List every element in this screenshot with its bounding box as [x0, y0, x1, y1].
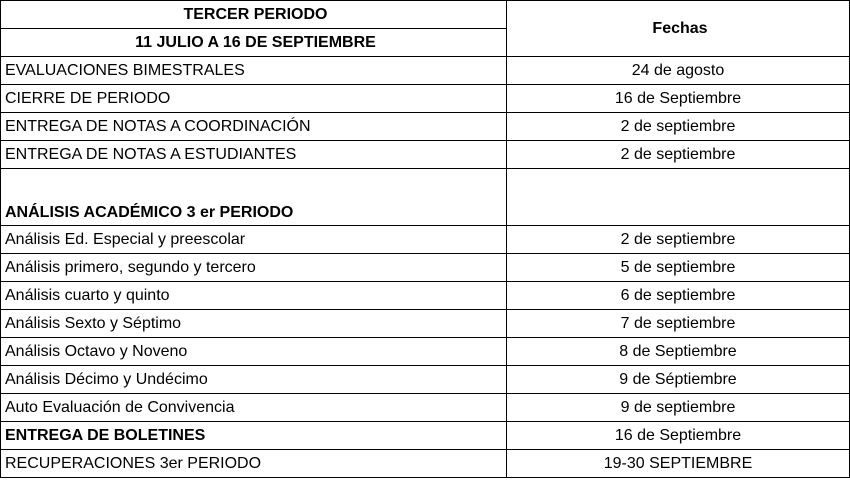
activity-cell: Auto Evaluación de Convivencia [1, 394, 507, 422]
table-row [1, 113, 850, 141]
activity-cell: Análisis cuarto y quinto [1, 282, 507, 310]
activity-cell: ENTREGA DE NOTAS A ESTUDIANTES [1, 141, 507, 169]
date-cell: 9 de septiembre [507, 394, 850, 422]
table-row [1, 450, 850, 478]
date-cell: 5 de septiembre [507, 254, 850, 282]
date-cell-empty [507, 169, 850, 226]
date-cell: 2 de septiembre [507, 141, 850, 169]
period-date-range: 11 JULIO A 16 DE SEPTIEMBRE [1, 29, 507, 57]
date-cell: 7 de septiembre [507, 310, 850, 338]
activity-cell: ENTREGA DE BOLETINES [1, 422, 507, 450]
activity-cell: Análisis primero, segundo y tercero [1, 254, 507, 282]
activity-cell: RECUPERACIONES 3er PERIODO [1, 450, 507, 478]
table-row [1, 310, 850, 338]
activity-cell: CIERRE DE PERIODO [1, 85, 507, 113]
table-row [1, 422, 850, 450]
table-row [1, 254, 850, 282]
date-cell: 2 de septiembre [507, 226, 850, 254]
date-cell: 19-30 SEPTIEMBRE [507, 450, 850, 478]
table-row [1, 57, 850, 85]
date-cell: 2 de septiembre [507, 113, 850, 141]
activity-cell: Análisis Ed. Especial y preescolar [1, 226, 507, 254]
table-row [1, 226, 850, 254]
table-row [1, 338, 850, 366]
table-row [1, 394, 850, 422]
section-heading-cell: ANÁLISIS ACADÉMICO 3 er PERIODO [1, 169, 507, 226]
date-cell: 24 de agosto [507, 57, 850, 85]
period-title: TERCER PERIODO [1, 1, 507, 29]
date-cell: 8 de Septiembre [507, 338, 850, 366]
table-row [1, 366, 850, 394]
date-cell: 16 de Septiembre [507, 85, 850, 113]
activity-cell: Análisis Décimo y Undécimo [1, 366, 507, 394]
table-row [1, 85, 850, 113]
section-row [1, 169, 850, 226]
table-row [1, 282, 850, 310]
date-cell: 9 de Séptiembre [507, 366, 850, 394]
activity-cell: ENTREGA DE NOTAS A COORDINACIÓN [1, 113, 507, 141]
date-cell: 6 de septiembre [507, 282, 850, 310]
table-row [1, 141, 850, 169]
dates-column-header: Fechas [507, 1, 850, 57]
activity-cell: EVALUACIONES BIMESTRALES [1, 57, 507, 85]
date-cell: 16 de Septiembre [507, 422, 850, 450]
activity-cell: Análisis Octavo y Noveno [1, 338, 507, 366]
activity-cell: Análisis Sexto y Séptimo [1, 310, 507, 338]
